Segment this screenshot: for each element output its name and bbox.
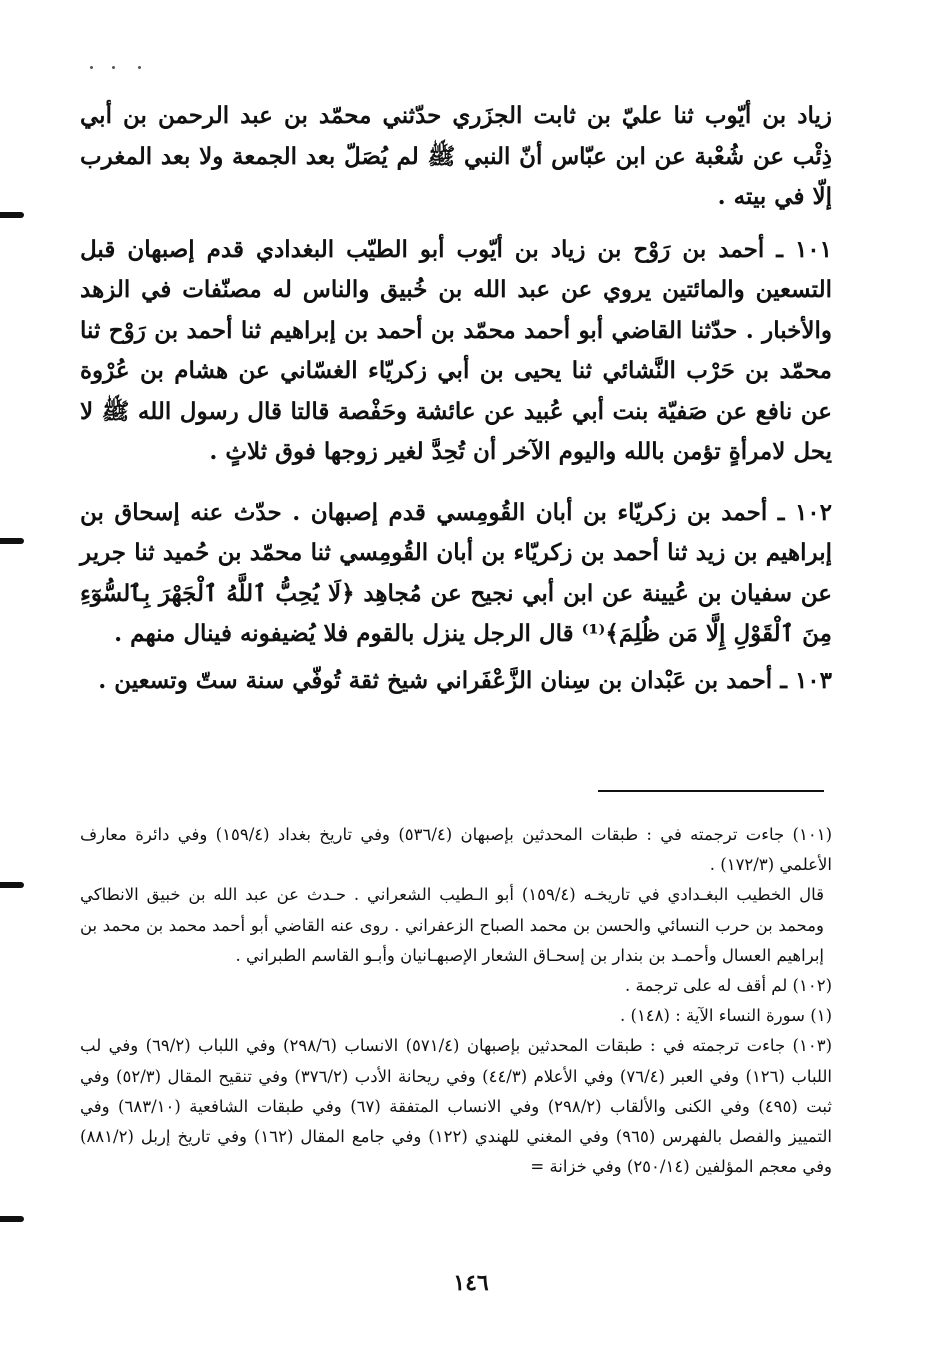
- footnote-101: (١٠١) جاءت ترجمته في : طبقات المحدثين بإصبهان (٥٣٦/٤) وفي تاريخ بغداد (١٥٩/٤) وفي دائرة معارف الأعلمي (١٧٢/٣) .: [80, 825, 832, 875]
- entry-102: ١٠٢ ـ أحمد بن زكريّاء بن أبان القُومِسي قدم إصبهان . حدّث عنه إسحاق بن إبراهيم بن زيد ثنا أحمد بن زكريّاء بن أبان القُومِسي ثنا محمّد بن حُميد ثنا جرير عن سفيان بن عُيينة عن ابن أبي نجيح عن مُجاهِد ﴿لَا يُحِبُّ ٱللَّهُ ٱلْجَهْرَ بِٱلسُّوٓءِ مِنَ ٱلْقَوْلِ إِلَّا مَن ظُلِمَ﴾⁽¹⁾ قال الرجل ينزل بالقوم فلا يُضيفونه فينال منهم .: [80, 498, 832, 647]
- footnote-separator: [598, 790, 824, 792]
- margin-mark: [0, 1216, 24, 1222]
- margin-mark: [0, 212, 24, 218]
- footnote-102: (١٠٢) لم أقف له على ترجمة .: [625, 976, 832, 996]
- entry-103: ١٠٣ ـ أحمد بن عَبْدان بن سِنان الزَّعْفَراني شيخ ثقة تُوفّي سنة ستّ وتسعين .: [98, 666, 832, 694]
- header-speckles: [90, 66, 160, 70]
- paragraph-continuation: زياد بن أيّوب ثنا عليّ بن ثابت الجزَري حدّثني محمّد بن عبد الرحمن بن أبي ذِئْب عن شُعْبة عن ابن عبّاس أنّ النبي ﷺ لم يُصَلّ بعد الجمعة ولا بعد المغرب إلّا في بيته .: [80, 102, 832, 210]
- footnotes: [80, 820, 832, 1182]
- margin-mark: [0, 538, 24, 544]
- footnote-103: (١٠٣) جاءت ترجمته في : طبقات المحدثين بإصبهان (٥٧١/٤) الانساب (٢٩٨/٦) وفي اللباب (٦٩/٢) وفي لب اللباب (١٢٦) وفي العبر (٧٦/٤) وفي الأعلام (٤٤/٣) وفي ريحانة الأدب (٣٧٦/٢) وفي تنقيح المقال (٥٢/٣) وفي ثبت (٤٩٥) وفي الكنى والألقاب (٢٩٨/٢) وفي الانساب المتفقة (٦٧) وفي طبقات الشافعية (٦٨٣/١٠) وفي التمييز والفصل بالفهرس (٩٦٥) وفي المغني للهندي (١٢٢) وفي جامع المقال (١٦٢) وفي تاريخ إربل (٨٨١/٢) وفي معجم المؤلفين (٢٥٠/١٤) وفي خزانة =: [80, 1036, 833, 1177]
- margin-mark: [0, 882, 24, 888]
- entry-101: ١٠١ ـ أحمد بن رَوْح بن زياد بن أيّوب أبو الطيّب البغدادي قدم إصبهان قبل التسعين والمائتين يروي عن عبد الله بن خُبيق والناس له مصنّفات في الزهد والأخبار . حدّثنا القاضي أبو أحمد محمّد بن أحمد بن إبراهيم ثنا أحمد بن رَوْح ثنا محمّد بن حَرْب النَّشائي ثنا يحيى بن أبي زكريّاء الغسّاني عن هشام بن عُرْوة عن نافع عن صَفيّة بنت أبي عُبيد عن عائشة وحَفْصة قالتا قال رسول الله ﷺ لا يحل لامرأةٍ تؤمن بالله واليوم الآخر أن تُحِدَّ لغير زوجها فوق ثلاثٍ .: [80, 235, 832, 465]
- footnote-1: (١) سورة النساء الآية : (١٤٨) .: [620, 1006, 832, 1026]
- main-text: [80, 96, 832, 701]
- page-number: ١٤٦: [453, 1270, 489, 1296]
- footnote-101-continued: قال الخطيب البغـدادي في تاريخـه (١٥٩/٤) أبو الـطيب الشعراني . حـدث عن عبد الله بن خبيق الانطاكي ومحمد بن حرب النسائي والحسن بن محمد الصباح الزعفراني . روى عنه القاضي أبو أحمد محمد بن محمد بن إبراهيم العسال وأحمـد بن بندار بن إسحـاق الشعار الإصبهـانيان وأبـو القاسم الطبراني .: [80, 885, 824, 965]
